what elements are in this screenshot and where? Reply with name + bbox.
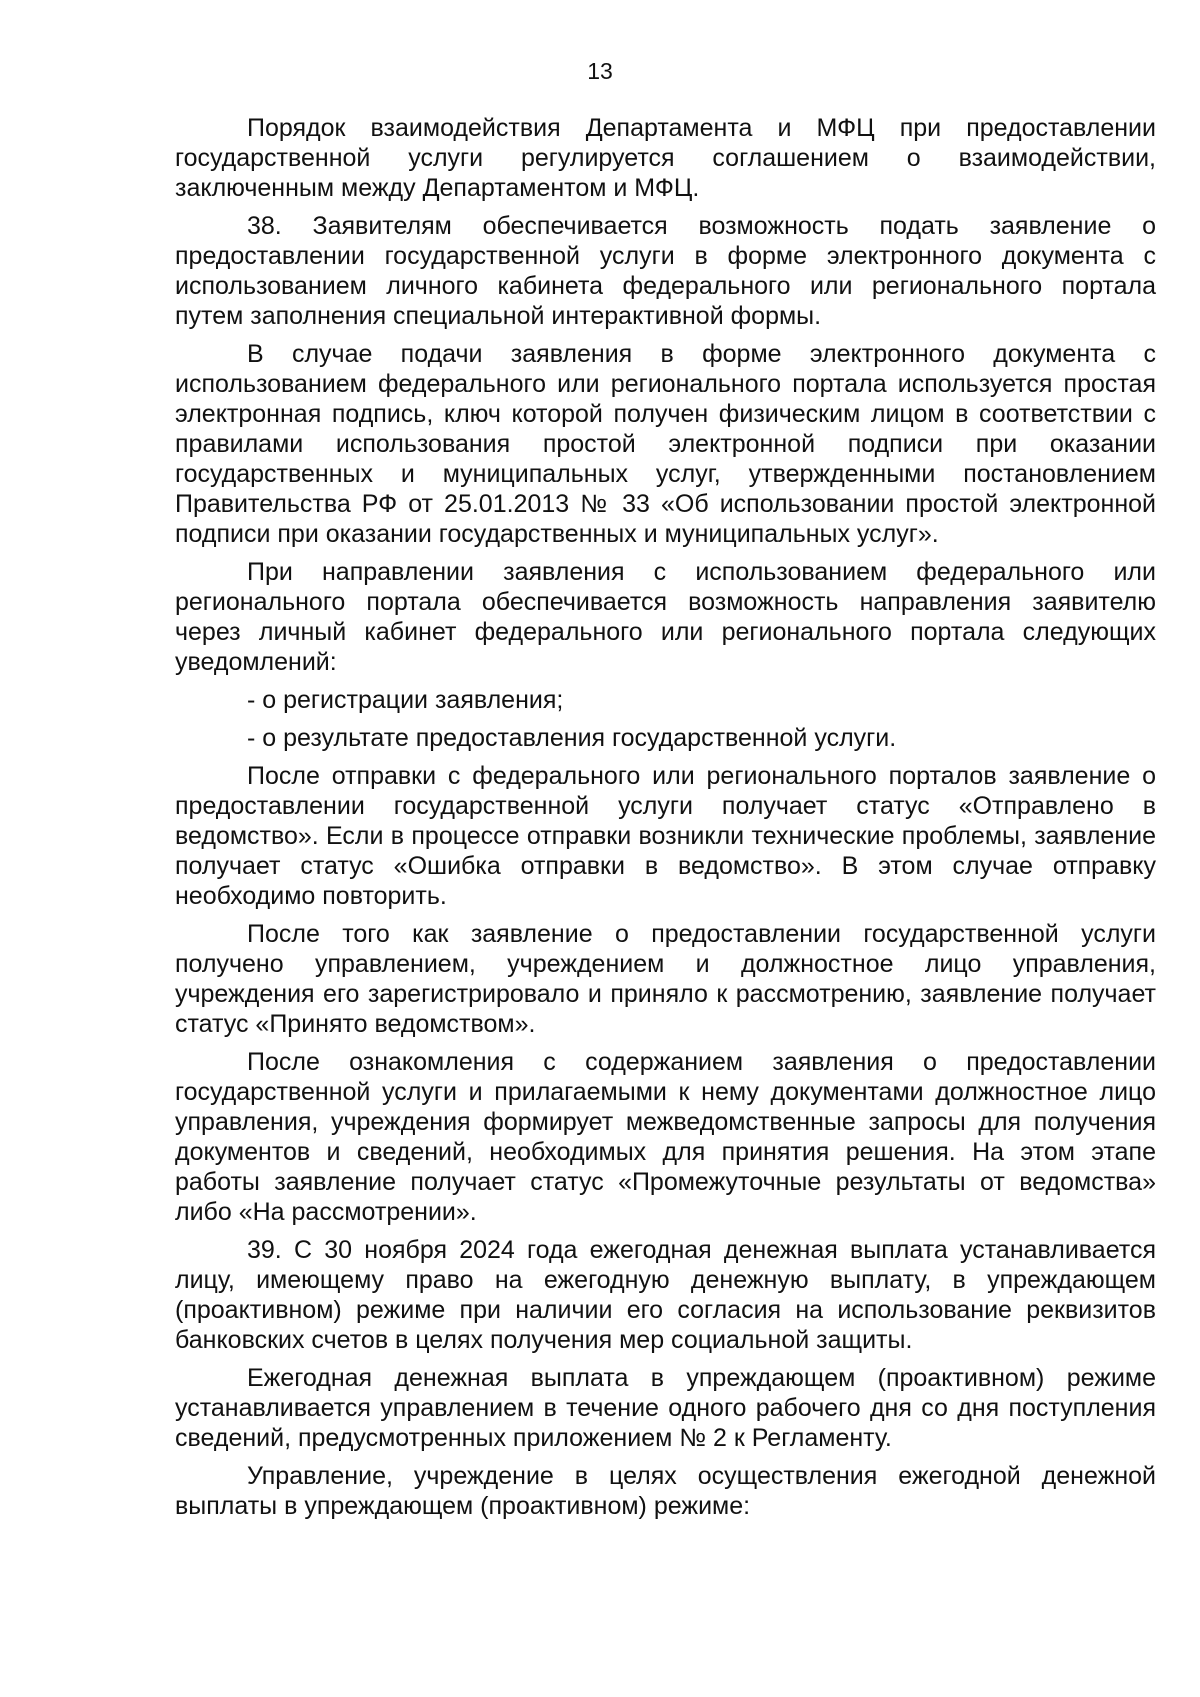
- paragraph-department-actions: Управление, учреждение в целях осуществления ежегодной денежной выплаты в упреждающем (проактивном) режиме:: [175, 1462, 1156, 1520]
- paragraph-38: 38. Заявителям обеспечивается возможность подать заявление о предоставлении государственной услуги в форме электронного документа с использованием личного кабинета федерального или регионального портала путем заполнения специальной интерактивной формы.: [175, 212, 1156, 330]
- paragraph-39: 39. С 30 ноября 2024 года ежегодная денежная выплата устанавливается лицу, имеющему право на ежегодную денежную выплату, в упреждающем (проактивном) режиме при наличии его согласия на использование реквизитов банковских счетов в целях получения мер социальной защиты.: [175, 1236, 1156, 1354]
- paragraph-interaction-order: Порядок взаимодействия Департамента и МФЦ при предоставлении государственной услуги регулируется соглашением о взаимодействии, заключенным между Департаментом и МФЦ.: [175, 114, 1156, 202]
- paragraph-notifications: При направлении заявления с использованием федерального или регионального портала обеспечивается возможность направления заявителю через личный кабинет федерального или регионального портала следующих уведомлений:: [175, 558, 1156, 676]
- paragraph-status-sent: После отправки с федерального или регионального порталов заявление о предоставлении государственной услуги получает статус «Отправлено в ведомство». Если в процессе отправки возникли технические проблемы, заявление получает статус «Ошибка отправки в ведомство». В этом случае отправку необходимо повторить.: [175, 762, 1156, 910]
- list-item-result: - о результате предоставления государственной услуги.: [247, 724, 897, 752]
- paragraph-electronic-signature: В случае подачи заявления в форме электронного документа с использованием федерального или регионального портала используется простая электронная подпись, ключ которой получен физическим лицом в соответствии с правилами использования простой электронной подписи при оказании государственных и муниципальных услуг, утвержденными постановлением Правительства РФ от 25.01.2013 № 33 «Об использовании простой электронной подписи при оказании государственных и муниципальных услуг».: [175, 340, 1156, 548]
- paragraph-status-accepted: После того как заявление о предоставлении государственной услуги получено управлением, учреждением и должностное лицо управления, учреждения его зарегистрировало и приняло к рассмотрению, заявление получает статус «Принято ведомством».: [175, 920, 1156, 1038]
- paragraph-proactive-payment: Ежегодная денежная выплата в упреждающем (проактивном) режиме устанавливается управлением в течение одного рабочего дня со дня поступления сведений, предусмотренных приложением № 2 к Регламенту.: [175, 1364, 1156, 1452]
- document-body: [175, 113, 1156, 1529]
- page-number: 13: [587, 58, 613, 84]
- paragraph-status-intermediate: После ознакомления с содержанием заявления о предоставлении государственной услуги и прилагаемыми к нему документами должностное лицо управления, учреждения формирует межведомственные запросы для получения документов и сведений, необходимых для принятия решения. На этом этапе работы заявление получает статус «Промежуточные результаты от ведомства» либо «На рассмотрении».: [175, 1048, 1156, 1226]
- list-item-registration: - о регистрации заявления;: [247, 686, 564, 714]
